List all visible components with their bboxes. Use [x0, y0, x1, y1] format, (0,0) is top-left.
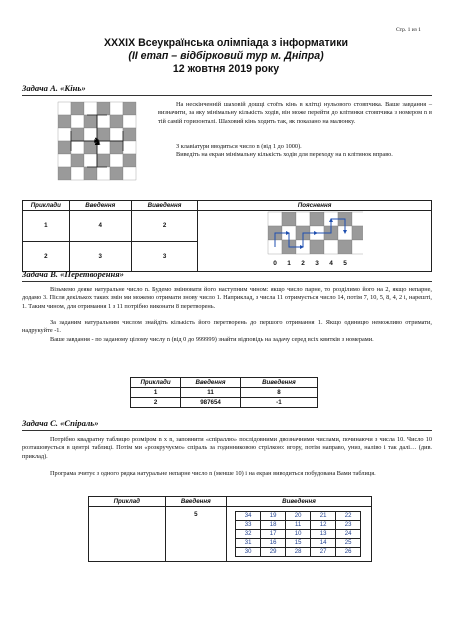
board-square [123, 102, 136, 115]
board-square [123, 128, 136, 141]
board-square [123, 141, 136, 154]
task-a-title: Задача A. «Кінь» [22, 83, 86, 93]
board-square [282, 212, 296, 226]
axis-label: 1 [286, 260, 291, 267]
table-row [89, 507, 372, 562]
task-a-statement: На нескінченній шаховій дошці стоїть кінь в клітці нульового стовпчика. Ваше завдання – визначити, за яку мінімальну кількість ходів, він може перейти до клітинки стовпчика з номером n в тій самій горизонталі. Шаховий кінь ходить так, як показано на малюнку. [158, 101, 432, 125]
spiral-cell: 21 [311, 512, 336, 521]
board-square [58, 128, 71, 141]
spiral-cell: 28 [286, 548, 311, 557]
board-square [338, 240, 352, 254]
board-square [58, 167, 71, 180]
olympiad-subtitle: (ІІ етап – відбірковий тур м. Дніпра) [128, 50, 324, 62]
spiral-cell: 22 [336, 512, 361, 521]
axis-label: 2 [300, 260, 305, 267]
header-output: Виведення [240, 378, 317, 388]
page-number: Стр. 1 из 1 [396, 27, 421, 33]
spiral-cell: 34 [236, 512, 261, 521]
task-a-examples-table [22, 200, 432, 272]
spiral-cell: 11 [286, 521, 311, 530]
olympiad-title: XXXIX Всеукраїнська олімпіада з інформатики [103, 37, 349, 49]
board-square [110, 167, 123, 180]
spiral-row [236, 548, 361, 557]
board-square [71, 128, 84, 141]
header-explanation: Пояснення [198, 201, 432, 211]
task-b-examples-table [130, 377, 318, 408]
board-square [71, 167, 84, 180]
example-input: 11 [181, 388, 241, 398]
board-square [123, 115, 136, 128]
task-b-divider [22, 281, 432, 282]
board-square [84, 102, 97, 115]
board-square [352, 240, 363, 254]
task-c-divider [22, 430, 432, 431]
knight-moves-board [57, 101, 137, 181]
header-input: Введення [165, 497, 227, 507]
explanation-board [267, 211, 363, 267]
board-square [97, 102, 110, 115]
example-output: 8 [240, 388, 317, 398]
board-square [110, 128, 123, 141]
spiral-cell: 12 [311, 521, 336, 530]
spiral-cell: 14 [311, 539, 336, 548]
spiral-output-cell [227, 507, 372, 562]
board-square [110, 154, 123, 167]
board-square [58, 154, 71, 167]
header-example: Приклад [89, 497, 166, 507]
spiral-cell: 29 [261, 548, 286, 557]
board-square [110, 115, 123, 128]
table-row [131, 398, 318, 408]
board-square [296, 212, 310, 226]
board-square [71, 154, 84, 167]
task-c-statement: Потрібно квадратну таблицю розміром n x n, заповнити «спіраллю» послідовними двозначними числами, починаючи з числа 10. Число 10 розташовується в центрі таблиці. Потім ми «розкручуємо» спіраль за годинниковою стрілкою: вгору, потім направо, униз, наліво і так далі… (див. приклад). [22, 436, 432, 460]
header-input: Введення [181, 378, 241, 388]
board-square [310, 240, 324, 254]
spiral-cell: 25 [336, 539, 361, 548]
example-input: 3 [69, 241, 131, 272]
table-row [23, 211, 432, 242]
header-examples: Приклади [23, 201, 70, 211]
chess-knight-icon [92, 136, 102, 148]
task-c-title: Задача C. «Спіраль» [22, 418, 99, 428]
spiral-cell: 33 [236, 521, 261, 530]
example-input: 5 [165, 507, 227, 562]
task-a-output-spec: Виведіть на екран мінімальну кількість ходів для переходу на n клітинок вправо. [176, 151, 393, 158]
board-square [324, 240, 338, 254]
board-square [71, 141, 84, 154]
example-number: 1 [131, 388, 181, 398]
spiral-row [236, 530, 361, 539]
header-output: Виведення [131, 201, 197, 211]
board-square [97, 167, 110, 180]
spiral-cell: 26 [336, 548, 361, 557]
spiral-cell: 20 [286, 512, 311, 521]
spiral-cell: 23 [336, 521, 361, 530]
task-b-task: За заданим натуральним числом знайдіть кількість його перетворень до першого отримання 1. Якщо одиницю неможливо отримати, надрукуйте -1. [22, 319, 432, 335]
spiral-cell: 31 [236, 539, 261, 548]
example-input: 4 [69, 211, 131, 242]
svg-text:♞: ♞ [92, 136, 102, 148]
board-square [58, 102, 71, 115]
spiral-row [236, 512, 361, 521]
task-c-io-spec: Програма зчитує з одного рядка натуральне непарне число n (менше 10) і на екран виводиться побудована Вами таблиця. [50, 470, 376, 477]
olympiad-date: 12 жовтня 2019 року [172, 63, 280, 75]
example-output: 2 [131, 211, 197, 242]
board-square [123, 167, 136, 180]
spiral-grid [235, 511, 361, 557]
board-square [352, 226, 363, 240]
spiral-cell: 18 [261, 521, 286, 530]
spiral-cell: 27 [311, 548, 336, 557]
task-a-input-spec: З клавіатури вводиться число n (від 1 до 1000). [176, 143, 302, 150]
header-output: Виведення [227, 497, 372, 507]
board-square [84, 167, 97, 180]
board-square [268, 212, 282, 226]
example-input: 987654 [181, 398, 241, 408]
task-a-divider [22, 95, 432, 96]
task-b-title: Задача B. «Перетворення» [22, 269, 124, 279]
board-square [310, 212, 324, 226]
spiral-row [236, 539, 361, 548]
board-square [58, 141, 71, 154]
example-number: 1 [23, 211, 70, 242]
board-square [84, 154, 97, 167]
explanation-cell [198, 211, 432, 272]
board-square [123, 154, 136, 167]
spiral-cell: 24 [336, 530, 361, 539]
example-number: 2 [131, 398, 181, 408]
task-b-statement: Візьмемо деяке натуральне число n. Будемо змінювати його наступним чином: якщо число парне, то розділимо його на 2, якщо непарне, додамо 3. Після декількох таких змін ми можемо отримати знову число 1. Наприклад, з числа 11 отримується число 14, потім 7, 10, 5, 8, 4, 2 і, нарешті, 1. Таким чином, для отримання 1 з 11 потрібно виконати 8 перетворень. [22, 286, 432, 310]
board-square [71, 115, 84, 128]
header-input: Введення [69, 201, 131, 211]
example-output: -1 [240, 398, 317, 408]
spiral-row [236, 521, 361, 530]
spiral-cell: 30 [236, 548, 261, 557]
spiral-cell: 32 [236, 530, 261, 539]
spiral-cell: 13 [311, 530, 336, 539]
board-square [352, 212, 363, 226]
table-row [131, 388, 318, 398]
board-square [97, 154, 110, 167]
example-number-cell [89, 507, 166, 562]
task-b-note: Ваше завдання - по заданому цілому числу n (від 0 до 999999) знайти відповідь на задачу серед всіх квитків з номерами. [50, 336, 374, 343]
spiral-cell: 10 [286, 530, 311, 539]
axis-label: 5 [342, 260, 347, 267]
board-square [84, 115, 97, 128]
spiral-cell: 16 [261, 539, 286, 548]
spiral-cell: 15 [286, 539, 311, 548]
spiral-cell: 17 [261, 530, 286, 539]
board-square [110, 141, 123, 154]
spiral-cell: 19 [261, 512, 286, 521]
axis-label: 4 [328, 260, 333, 267]
example-number: 2 [23, 241, 70, 272]
axis-label: 0 [272, 260, 277, 267]
board-square [58, 115, 71, 128]
example-output: 3 [131, 241, 197, 272]
board-square [97, 115, 110, 128]
axis-label: 3 [314, 260, 319, 267]
board-square [71, 102, 84, 115]
header-examples: Приклади [131, 378, 181, 388]
board-square [110, 102, 123, 115]
task-c-examples-table [88, 496, 372, 562]
